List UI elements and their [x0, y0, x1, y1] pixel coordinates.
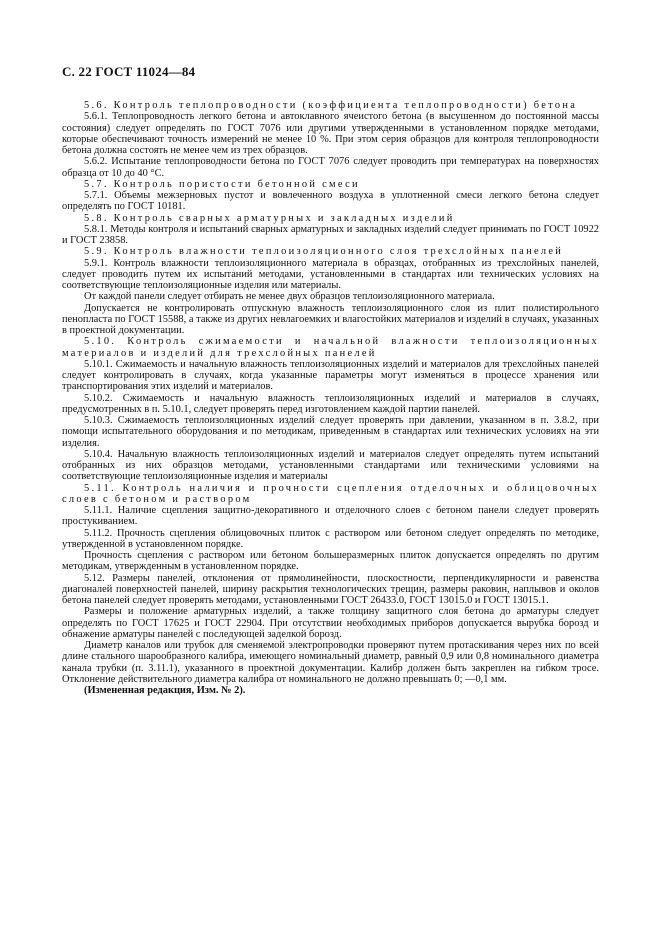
- paragraph: 5.6. Контроль теплопроводности (коэффициента теплопроводности) бетона: [84, 100, 578, 111]
- paragraph: 5.8. Контроль сварных арматурных и закладных изделий: [84, 212, 455, 224]
- paragraph: 5.10. Контроль сжимаемости и начальной влажности теплоизоляционных материалов и изделий для трехслойных панелей: [62, 336, 599, 359]
- paragraph: 5.11.2. Прочность сцепления облицовочных плиток с раствором или бетоном следует определять по методике, утвержденной в установленном порядке.: [62, 527, 599, 550]
- paragraph: 5.6.2. Испытание теплопроводности бетона по ГОСТ 7076 следует проводить при температурах на поверхностях образца от 10 до 40 °С.: [62, 156, 599, 179]
- paragraph: 5.10.4. Начальную влажность теплоизоляционных изделий и материалов следует определять путем испытаний отобранных из них образцов методами, установленными стандартами или техническими условиями на соответствующие теплоизоляционные изделия и материалы: [62, 448, 599, 483]
- paragraph: (Измененная редакция, Изм. № 2).: [84, 685, 246, 696]
- paragraph: 5.7.1. Объемы межзерновых пустот и вовлеченного воздуха в уплотненной смеси легкого бетона следует определять по ГОСТ 10181.: [62, 190, 599, 213]
- paragraph: Допускается не контролировать отпускную влажность теплоизоляционного слоя из плит полистирольного пенопласта по ГОСТ 15588, а также из других невлагоемких и влагостойких материалов и изделий в случаях, указанных в проектной документации.: [62, 302, 599, 336]
- paragraph: От каждой панели следует отбирать не менее двух образцов теплоизоляционного материала.: [84, 291, 495, 303]
- paragraph: Прочность сцепления с раствором или бетоном большеразмерных плиток допускается определять по другим методикам, утвержденным в установленном порядке.: [62, 550, 599, 573]
- paragraph: Диаметр каналов или трубок для сменяемой электропроводки проверяют путем протаскивания через них по всей длине стального шарообразного калибра, имеющего номинальный диаметр, равный 0,9 или 0,8 номинального диаметра канала трубки (п. 3.11.1), указанного в проектной документации. Калибр должен быть закреплен на гибком тросе. Отклонение действительного диаметра калибра от номинального не должно превышать 0; —0,1 мм.: [62, 640, 599, 685]
- paragraph: 5.11.1. Наличие сцепления защитно-декоративного и отделочного слоев с бетоном панели следует проверять простукиванием.: [62, 505, 599, 528]
- paragraph: Размеры и положение арматурных изделий, а также толщину защитного слоя бетона до арматуры следует определять по ГОСТ 17625 и ГОСТ 22904. При отсутствии необходимых приборов допускается вырубка борозд и обнажение арматуры панелей с последующей заделкой борозд.: [62, 606, 599, 640]
- paragraph: 5.9. Контроль влажности теплоизоляционного слоя трехслойных панелей: [84, 246, 564, 258]
- paragraph: 5.6.1. Теплопроводность легкого бетона и автоклавного ячеистого бетона (в высушенном до постоянной массы состояния) следует определять по ГОСТ 7076 или другими утвержденными в установленном порядке методами, которые обеспечивают точность измерений не менее 10 %. При этом серия образцов для контроля теплопроводности бетона должна состоять не менее чем из трех образцов.: [62, 111, 599, 156]
- paragraph: 5.7. Контроль пористости бетонной смеси: [84, 178, 360, 190]
- paragraph: 5.10.2. Сжимаемость и начальную влажность теплоизоляционных изделий и материалов в случаях, предусмотренных в п. 5.10.1, следует проверять перед изготовлением каждой партии панелей.: [62, 392, 599, 415]
- paragraph: 5.11. Контроль наличия и прочности сцепления отделочных и облицовочных слоев с бетоном и раствором: [62, 482, 599, 505]
- page-header: С. 22 ГОСТ 11024—84: [62, 64, 196, 79]
- paragraph: 5.8.1. Методы контроля и испытаний сварных арматурных и закладных изделий следует принимать по ГОСТ 10922 и ГОСТ 23858.: [62, 223, 599, 246]
- paragraph: 5.9.1. Контроль влажности теплоизоляционного материала в образцах, отобранных из трехслойных панелей, следует проводить путем их испытаний методами, установленными в стандартах или технических условиях на соответствующие теплоизоляционные изделия или материалы.: [62, 257, 599, 291]
- paragraph: 5.10.3. Сжимаемость теплоизоляционных изделий следует проверять при давлении, указанном в п. 3.8.2, при помощи испытательного оборудования и по методикам, приведенным в стандартах или технических условиях на эти изделия.: [62, 415, 599, 449]
- paragraph: 5.12. Размеры панелей, отклонения от прямолинейности, плоскостности, перпендикулярности и равенства диагоналей поверхностей панелей, ширину раскрытия технологических трещин, размеры раковин, наплывов и околов бетона панелей следует проверять методами, установленными ГОСТ 26433.0, ГОСТ 13015.0 и ГОСТ 13015.1.: [62, 572, 599, 606]
- paragraph: 5.10.1. Сжимаемость и начальную влажность теплоизоляционных изделий и материалов для трехслойных панелей следует контролировать в случаях, когда указанные параметры могут изменяться в процессе хранения или транспортирования этих изделий и материалов.: [62, 358, 599, 393]
- document-body: [62, 100, 599, 696]
